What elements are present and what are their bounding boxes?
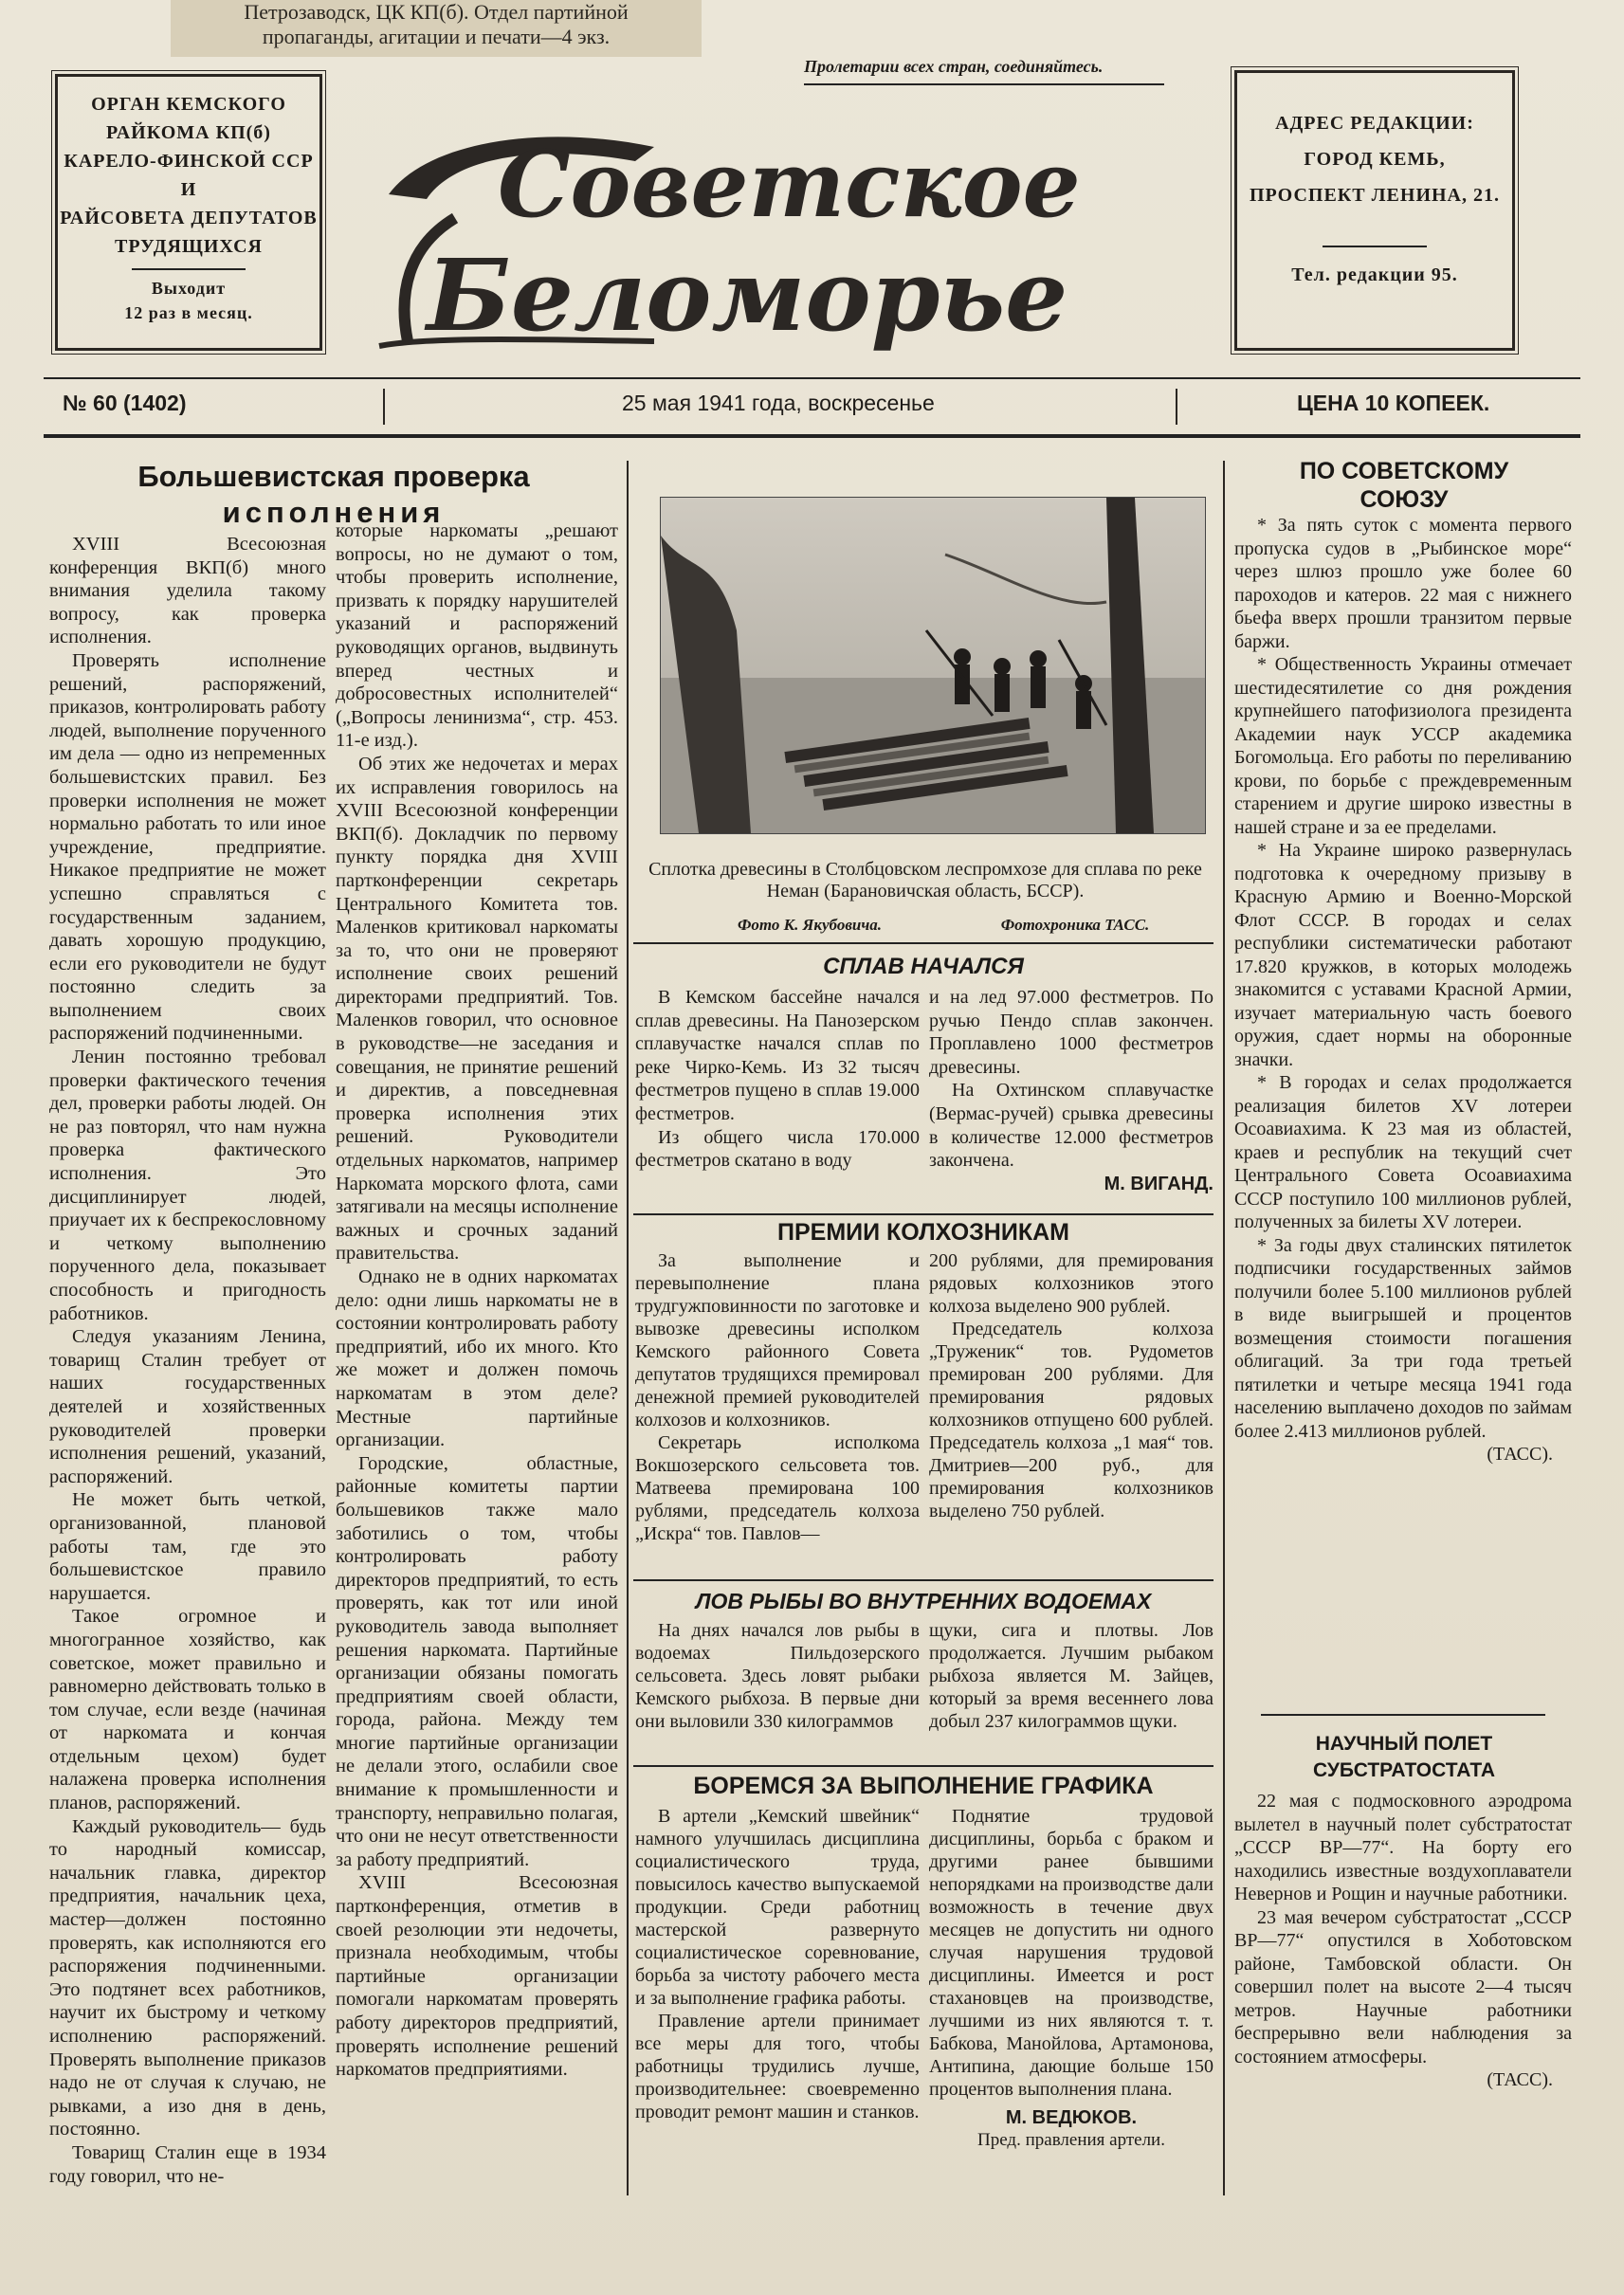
address-line: ГОРОД КЕМЬ, (1304, 149, 1446, 170)
editorial-paragraph: Каждый руководитель— будь то народный комиссар, начальник главка, директор предприятия, начальник цеха, мастер—должен постоянно проверять, как исполняются его распоряжения подчиненными. Это подтянет всех работников, научит их быстрому и четкому исполнению распоряжений. Проверять выполнение приказов надо не от случая к случаю, не рывками, а изо дня в день, постоянно. (49, 1815, 326, 2140)
editorial-column-2 (336, 519, 618, 2082)
splav-paragraph: На Охтинском сплавучастке (Вермас-ручей) срывка древесины в количестве 12.000 фестметров закончена. (929, 1080, 1213, 1172)
premii-paragraph: Председатель колхоза „Труженик“ тов. Рудометов премирован 200 рублями. Для премирования рядовых колхозников отпущено 600 рублей. Председатель колхоза „1 мая“ тов. Дмитриев—200 руб., для премирования колхозников выделено 750 рублей. (929, 1319, 1213, 1521)
polet-title-line-1: НАУЧНЫЙ ПОЛЕТ (1315, 1733, 1493, 1755)
lov-paragraph: щуки, сига и плотвы. Лов продолжается. Лучшим рыбаком рыбхоза является М. Зайцев, который за время весеннего лова добыл 237 килограммов щуки. (929, 1620, 1213, 1732)
dateline-divider (383, 389, 385, 425)
editorial-paragraph: XVIII Всесоюзная партконференция, отметив в своей резолюции эти недочеты, признала необходимым, чтобы партийные организации помогали наркоматам проверять работу директоров предприятий, проверять исполнение решений наркоматов предприятиями. (336, 1872, 618, 2081)
editorial-paragraph: XVIII Всесоюзная конференция ВКП(б) много внимания уделила такому вопросу, как проверка исполнения. (49, 534, 326, 648)
grafik-paragraph: Поднятие трудовой дисциплины, борьба с браком и другими ранее бывшими непорядками на производстве дали возможность в течение двух месяцев не допустить ни одного случая нарушения трудовой дисциплины. Имеется и рост стахановцев на производстве, лучшими из них являются т. т. Бабкова, Манойлова, Артамонова, Антипина, дающие больше 150 процентов выполнения плана. (929, 1806, 1213, 2100)
splav-column-1 (635, 986, 920, 1173)
section-rule (633, 942, 1213, 944)
editorial-column-1 (49, 533, 326, 2188)
slogan-rule (804, 83, 1164, 85)
soyuz-title-line-1: ПО СОВЕТСКОМУ (1299, 458, 1509, 484)
address-line: ПРОСПЕКТ ЛЕНИНА, 21. (1250, 185, 1500, 206)
soyuz-item: * За пять суток с момента первого пропуска судов в „Рыбинское море“ через шлюз прошло уже более 60 пароходов и катеров. 22 мая с нижнего бьефа вверх прошли транзитом первые баржи. (1234, 515, 1572, 652)
polet-title-line-2: СУБСТРАТОСТАТА (1312, 1759, 1496, 1781)
premii-paragraph: Секретарь исполкома Вокшозерского сельсовета тов. Матвеева премирована 100 рублями, председатель колхоза „Искра“ тов. Павлов— (635, 1432, 920, 1544)
polet-paragraph: 23 мая вечером субстратостат „СССР ВР—77“ опустился в Хоботовском районе, Тамбовской области. Он совершил полет на высоте 2—4 тысяч метров. Научные работники беспрерывно вели наблюдения за состоянием атмосферы. (1234, 1906, 1572, 2067)
grafik-signature-role: Пред. правления артели. (977, 2130, 1165, 2150)
grafik-column-1 (635, 1805, 920, 2123)
photo-agency: Фотохроника ТАСС. (1000, 916, 1150, 934)
editorial-paragraph: Товарищ Сталин еще в 1934 году говорил, что не- (49, 2141, 326, 2187)
masthead-line-2: Беломорье (427, 237, 1068, 354)
frequency-value: 12 раз в месяц. (124, 303, 253, 322)
polet-title (1231, 1731, 1578, 1784)
premii-column-2 (929, 1249, 1213, 1522)
publisher-line: И (180, 179, 197, 200)
masthead-logo (370, 104, 1223, 360)
slogan: Пролетарии всех стран, соединяйтесь. (804, 57, 1104, 76)
soyuz-title-line-2: СОЮЗУ (1359, 486, 1449, 513)
lov-column-2 (929, 1619, 1213, 1733)
stamp-line-1: Петрозаводск, ЦК КП(б). Отдел партийной (244, 0, 629, 24)
editorial-title-line-2: исполнения (222, 496, 446, 529)
editorial-paragraph: Городские, областные, районные комитеты партии большевиков также мало заботились о том, чтобы контролировать работу директоров предприятий, то есть проверять, как тот или иной руководитель завода выполняет решения наркомата. Партийные организации обязаны помогать предприятиям своей области, города, района. Между тем многие партийные организации не делали этого, ослабили свое внимание к промышленности и транспорту, неправильно полагая, что они не несут ответственности за работу предприятий. (336, 1452, 618, 1870)
grafik-paragraph: В артели „Кемский швейник“ намного улучшилась дисциплина социалистического труда, повысилось качество выпускаемой продукции. Среди работниц мастерской развернуто социалистическое соревнование, борьба за чистоту рабочего места и за выполнение графика работы. (635, 1806, 920, 2009)
lov-paragraph: На днях начался лов рыбы в водоемах Пильдозерского сельсовета. Здесь ловят рыбаки Кемского рыбхоза. В первые дни они выловили 330 килограммов (635, 1620, 920, 1732)
issue-date: 25 мая 1941 года, воскресенье (622, 391, 935, 415)
photo-credit: Фото К. Якубовича. (737, 916, 883, 934)
section-rule (633, 1579, 1213, 1581)
timber-rafting-photo (660, 497, 1206, 834)
splav-column-2 (929, 986, 1213, 1195)
premii-column-1 (635, 1249, 920, 1545)
section-rule (633, 1213, 1213, 1215)
column-divider (1223, 461, 1225, 2195)
editorial-paragraph: Однако не в одних наркоматах дело: одни лишь наркоматы не в состоянии контролировать работу предприятий, ибо их много. Кто же может и должен помочь наркоматам в этом деле? Местные партийные организации. (336, 1266, 618, 1451)
soyuz-source: (ТАСС). (1487, 1444, 1553, 1465)
polet-paragraph: 22 мая с подмосковного аэродрома вылетел в научный полет субстратостат „СССР ВР—77“. На борту его находились известные воздухоплаватели Невернов и Рощин и научные работники. (1234, 1791, 1572, 1904)
frequency-label: Выходит (151, 279, 227, 298)
publisher-line: РАЙСОВЕТА ДЕПУТАТОВ (60, 208, 318, 228)
splav-paragraph: В Кемском бассейне начался сплав древесины. На Панозерском сплавучастке начался сплав по реке Чирко-Кемь. Из 32 тысяч фестметров пущено в сплав 19.000 фестметров. (635, 987, 920, 1124)
dateline-rule-top (44, 377, 1580, 379)
lov-column-1 (635, 1619, 920, 1733)
splav-paragraph: Из общего числа 170.000 фестметров скатано в воду (635, 1126, 920, 1172)
premii-paragraph: За выполнение и перевыполнение плана трудгужповинности по заготовке и вывозке древесины исполком Кемского районного Совета депутатов трудящихся премировал денежной премией руководителей колхозов и колхозников. (635, 1250, 920, 1430)
address-box (1234, 70, 1515, 351)
publisher-line: КАРЕЛО-ФИНСКОЙ ССР (64, 151, 314, 172)
editorial-paragraph: Об этих же недочетах и мерах их исправления говорилось на XVIII Всесоюзной конференции ВКП(б). Докладчик по первому пункту порядка дня XVIII партконференции секретарь Центрального Комитета тов. Маленков критиковал наркоматы за то, что они не проверяют исполнение своих решений директорами предприятий. Тов. Маленков говорил, что основное в руководстве—не заседания и совещания, не принятие решений и директив, а повседневная проверка исполнения этих решений. Руководители отдельных наркоматов, например Наркомата морского флота, сами затягивали на месяцы исполнение важных и срочных заданий правительства. (336, 753, 618, 1265)
photo-caption: Сплотка древесины в Столбцовском леспромхозе для сплава по реке Неман (Барановичская область, БССР). (648, 859, 1202, 902)
grafik-signature: М. ВЕДЮКОВ. (1005, 2107, 1138, 2128)
stamp-line-2: пропаганды, агитации и печати—4 экз. (262, 25, 611, 48)
soyuz-title (1231, 457, 1578, 514)
grafik-column-2 (929, 1805, 1213, 2152)
editorial-paragraph: Следуя указаниям Ленина, товарищ Сталин требует от наших государственных деятелей и хозяйственных руководителей проверки исполнения решений, указаний, распоряжений. (49, 1326, 326, 1487)
publisher-line: РАЙКОМА КП(б) (106, 122, 271, 143)
grafik-paragraph: Правление артели принимает все меры для того, чтобы работницы трудились лучше, производительнее: своевременно проводит ремонт машин и станков. (635, 2011, 920, 2122)
splav-title: СПЛАВ НАЧАЛСЯ (823, 954, 1024, 979)
editorial-paragraph: Не может быть четкой, организованной, плановой работы там, где это большевистское правило нарушается. (49, 1489, 326, 1604)
soyuz-item: * Общественность Украины отмечает шестидесятилетие со дня рождения крупнейшего патофизиолога президента Академии наук УССР академика Богомольца. Его работы по переливанию крови, по борьбе с преждевременным старением и другие широко известны в нашей стране и за ее пределами. (1234, 654, 1572, 838)
editorial-paragraph: Ленин постоянно требовал проверки фактического течения дел, проверки работы людей. Он не раз повторял, что нам нужна проверка фактического исполнения. Это дисциплинирует людей, приучает их к беспрекословному и четкому выполнению порученного дела, показывает способность и пригодность работников. (49, 1047, 326, 1324)
issue-price: ЦЕНА 10 КОПЕЕК. (1297, 391, 1490, 415)
premii-paragraph: 200 рублями, для премирования рядовых колхозников этого колхоза выделено 900 рублей. (929, 1250, 1213, 1317)
editorial-paragraph: Такое огромное и многогранное хозяйство, как советское, может правильно и равномерно действовать только в том случае, если везде (начиная от наркомата и кончая отдельным цехом) будет налажена проверка исполнения планов, распоряжений. (49, 1606, 326, 1814)
soyuz-item: * В городах и селах продолжается реализация билетов XV лотереи Осоавиахима. К 23 мая из областей, краев и республик на текущий счет Центрального Совета Осоавиахима СССР поступило 100 миллионов рублей, полученных за билеты XV лотереи. (1234, 1072, 1572, 1232)
issue-number: № 60 (1402) (63, 391, 187, 415)
editorial-title-line-1: Большевистская проверка (137, 460, 530, 493)
polet-source: (ТАСС). (1487, 2069, 1553, 2090)
lov-title: ЛОВ РЫБЫ ВО ВНУТРЕННИХ ВОДОЕМАХ (695, 1589, 1152, 1613)
column-divider (627, 461, 629, 2195)
editorial-paragraph: Проверять исполнение решений, распоряжений, приказов, контролировать работу людей, выполнение порученного им дела — одно из непременных большевистских правил. Без проверки исполнения не может нормально работать то или иное учреждение, предприятие. Никакое предприятие не может успешно справляться с государственным заданием, давать хорошую продукцию, если его руководители не будут постоянно следить за выполнением своих распоряжений подчиненными. (49, 649, 326, 1045)
polet-column (1234, 1790, 1572, 2092)
editorial-phone: Тел. редакции 95. (1291, 264, 1458, 285)
splav-paragraph: и на лед 97.000 фестметров. По ручью Пендо сплав закончен. Проплавлено 1000 фестметров древесины. (929, 987, 1213, 1078)
premii-title: ПРЕМИИ КОЛХОЗНИКАМ (777, 1219, 1069, 1246)
grafik-title: БОРЕМСЯ ЗА ВЫПОЛНЕНИЕ ГРАФИКА (693, 1773, 1154, 1799)
editorial-paragraph: которые наркоматы „решают вопросы, но не думают о том, чтобы проверить исполнение, призвать к порядку нарушителей указаний и распоряжений руководящих органов, выдвинуть вперед честных и добросовестных исполнителей“ („Вопросы ленинизма“, стр. 453. 11-е изд.). (336, 520, 618, 752)
publisher-box (55, 74, 322, 351)
dateline-rule-bottom (44, 434, 1580, 438)
archive-stamp (171, 0, 702, 57)
soyuz-item: * На Украине широко развернулась подготовка к очередному призыву в Красную Армию и Военно-Морской Флот СССР. В городах и селах республики систематически работают 17.820 кружков, в которых молодежь знакомится с уставами Красной Армии, изучает материальную часть боевого оружия, сдает нормы на оборонные значки. (1234, 840, 1572, 1070)
section-rule (633, 1765, 1213, 1767)
masthead-line-1: Советское (498, 131, 1081, 238)
publisher-line: ТРУДЯЩИХСЯ (114, 236, 263, 257)
publisher-line: ОРГАН КЕМСКОГО (91, 94, 286, 115)
address-line: АДРЕС РЕДАКЦИИ: (1275, 113, 1474, 134)
splav-signature: М. ВИГАНД. (1104, 1173, 1213, 1194)
section-rule (1261, 1714, 1545, 1716)
soyuz-item: * За годы двух сталинских пятилеток подписчики государственных займов получили более 5.100 миллионов рублей в виде выигрышей и процентов возмещения стоимости погашения облигаций. За три года третьей пятилетки и четыре месяца 1941 года населению выплачено доходов по займам более 2.413 миллионов рублей. (1234, 1234, 1572, 1442)
dateline-divider (1176, 389, 1177, 425)
soyuz-column (1234, 514, 1572, 1466)
